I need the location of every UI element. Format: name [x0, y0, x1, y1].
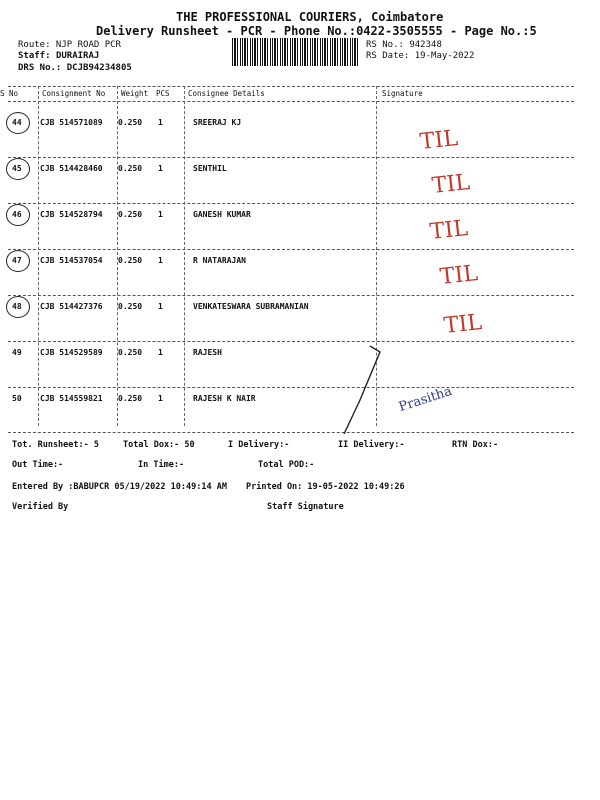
col-consignment: Consignment No [42, 89, 106, 98]
row-pcs: 1 [158, 210, 163, 219]
company-title: THE PROFESSIONAL COURIERS, Coimbatore [176, 10, 444, 24]
row-signature: TIL [428, 216, 470, 245]
rs-number: RS No.: 942348 [366, 40, 442, 50]
drs-number: DRS No.: DCJB94234805 [18, 63, 132, 73]
row-consignment: CJB 514427376 [40, 302, 103, 311]
row-consignee: VENKATESWARA SUBRAMANIAN [193, 302, 309, 311]
row-sno: 49 [12, 348, 22, 357]
col-consignee: Consignee Details [188, 89, 265, 98]
staff-text [18, 51, 99, 61]
barcode [232, 38, 358, 66]
tot-runsheet: Tot. Runsheet:- 5 [12, 440, 99, 450]
row-consignee: SREERAJ KJ [193, 118, 242, 127]
row-weight: 0.250 [118, 210, 143, 219]
row-consignment: CJB 514529589 [40, 348, 103, 357]
i-delivery: I Delivery:- [228, 440, 290, 450]
rtn-dox: RTN Dox:- [452, 440, 499, 450]
row-consignee: RAJESH K NAIR [193, 394, 256, 403]
row-consignee: RAJESH [193, 348, 222, 357]
row-weight: 0.250 [118, 348, 143, 357]
row-divider [8, 203, 574, 204]
row-signature: Prasitha [397, 383, 454, 416]
ii-delivery: II Delivery:- [338, 440, 405, 450]
runsheet-subtitle: Delivery Runsheet - PCR - Phone No.:0422-3505555 - Page No.:5 [96, 24, 537, 38]
entered-by: Entered By :BABUPCR 05/19/2022 10:49:14 AM [12, 482, 227, 492]
row-signature: TIL [418, 126, 460, 155]
row-consignment: CJB 514559821 [40, 394, 103, 403]
col-sno: S No [0, 89, 19, 98]
row-consignee: R NATARAJAN [193, 256, 246, 265]
row-signature: TIL [442, 310, 484, 339]
row-weight: 0.250 [118, 118, 143, 127]
row-pcs: 1 [158, 118, 163, 127]
row-divider [8, 295, 574, 296]
row-sno: 48 [12, 302, 22, 311]
row-consignment: CJB 514537054 [40, 256, 103, 265]
verified-by: Verified By [12, 502, 69, 512]
total-dox: Total Dox:- 50 [123, 440, 195, 450]
staff-name: DURAIRAJ [55, 51, 100, 61]
row-signature: TIL [438, 261, 480, 290]
row-consignment: CJB 514528794 [40, 210, 103, 219]
in-time: In Time:- [138, 460, 185, 470]
total-pod: Total POD:- [258, 460, 315, 470]
col-weight: Weight [121, 89, 149, 98]
row-sno: 44 [12, 118, 22, 127]
col-divider [184, 86, 185, 426]
row-pcs: 1 [158, 256, 163, 265]
row-pcs: 1 [158, 164, 163, 173]
row-pcs: 1 [158, 394, 163, 403]
row-sno: 46 [12, 210, 22, 219]
row-sno: 50 [12, 394, 22, 403]
row-signature: TIL [430, 170, 472, 199]
rs-date: RS Date: 19-May-2022 [366, 51, 475, 61]
row-pcs: 1 [158, 302, 163, 311]
printed-on: Printed On: 19-05-2022 10:49:26 [246, 482, 405, 492]
out-time: Out Time:- [12, 460, 64, 470]
row-divider [8, 249, 574, 250]
row-divider [8, 157, 574, 158]
row-pcs: 1 [158, 348, 163, 357]
row-weight: 0.250 [118, 164, 143, 173]
header-bottom-rule [8, 101, 574, 102]
row-weight: 0.250 [118, 394, 143, 403]
col-divider [38, 86, 39, 426]
staff-label: Staff: [18, 51, 51, 61]
row-sno: 45 [12, 164, 22, 173]
col-pcs: PCS [156, 89, 170, 98]
row-consignment: CJB 514571089 [40, 118, 103, 127]
row-sno: 47 [12, 256, 22, 265]
row-consignment: CJB 514428460 [40, 164, 103, 173]
row-weight: 0.250 [118, 302, 143, 311]
table-bottom-rule [8, 432, 574, 433]
row-divider [8, 387, 574, 388]
staff-signature-label: Staff Signature [267, 502, 344, 512]
col-signature: Signature [382, 89, 423, 98]
header-top-rule [8, 86, 574, 87]
row-consignee: GANESH KUMAR [193, 210, 251, 219]
row-consignee: SENTHIL [193, 164, 227, 173]
route-text: Route: NJP ROAD PCR [18, 40, 121, 50]
pen-stroke-mark [330, 340, 390, 440]
row-divider [8, 341, 574, 342]
row-weight: 0.250 [118, 256, 143, 265]
